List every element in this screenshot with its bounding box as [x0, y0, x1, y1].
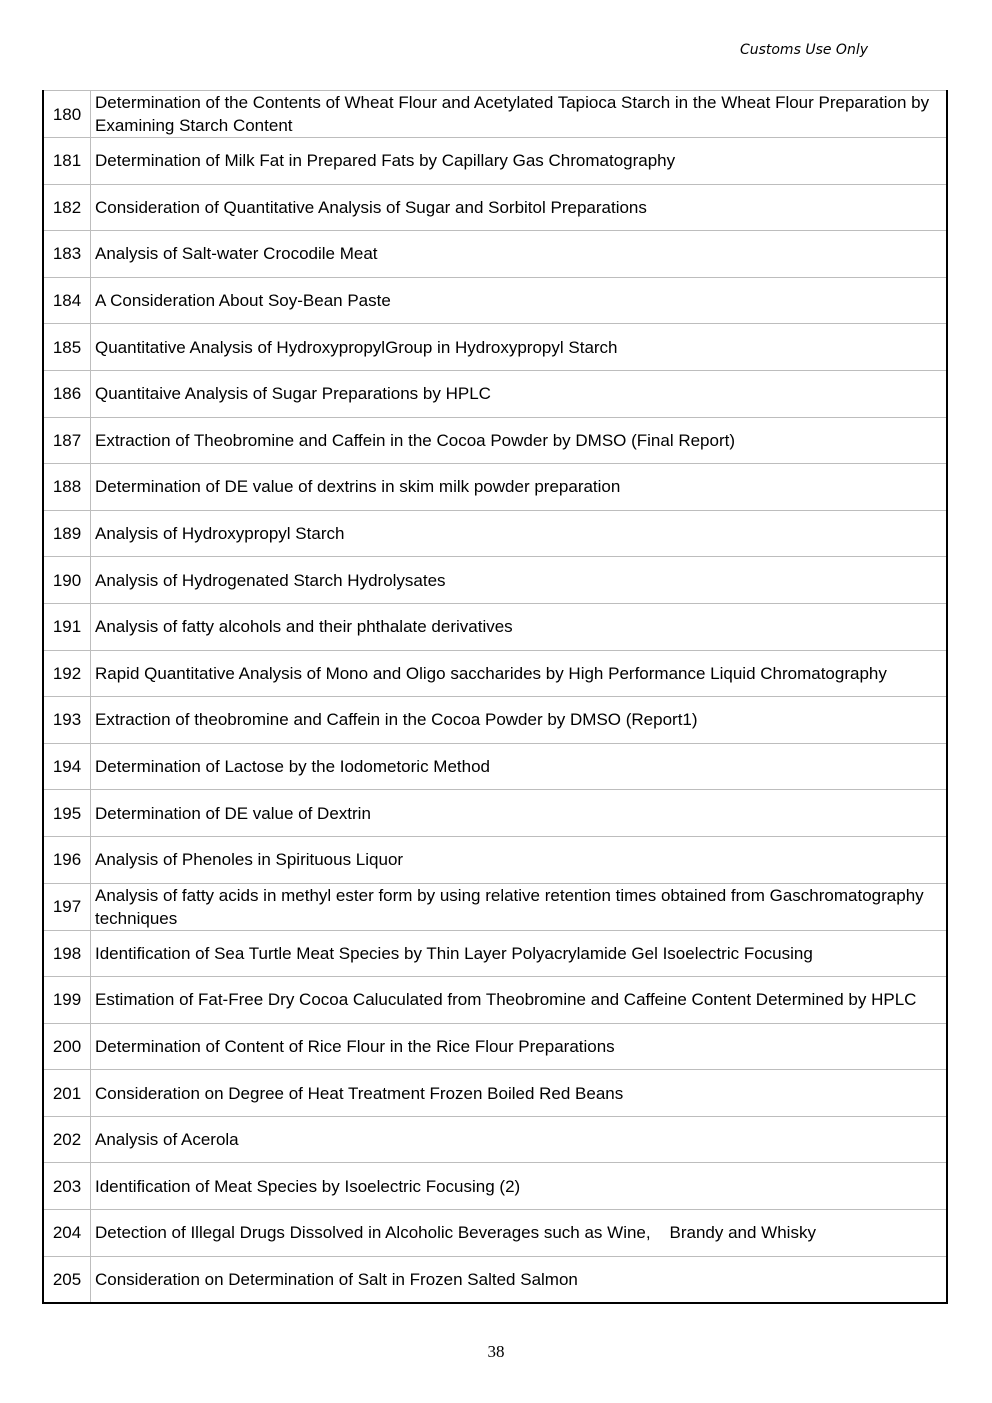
row-number: 185: [43, 324, 91, 371]
table-row: [43, 464, 947, 511]
page-number: 38: [487, 1342, 505, 1361]
row-title: Determination of the Contents of Wheat Flour and Acetylated Tapioca Starch in the Wheat Flour Preparation by Examining Starch Content: [91, 91, 948, 138]
row-number: 200: [43, 1023, 91, 1070]
row-number: 182: [43, 184, 91, 231]
row-title: Determination of Lactose by the Iodometoric Method: [91, 743, 948, 790]
row-number: 199: [43, 977, 91, 1024]
row-title: Estimation of Fat-Free Dry Cocoa Caluculated from Theobromine and Caffeine Content Determined by HPLC: [91, 977, 948, 1024]
row-number: 184: [43, 277, 91, 324]
table-row: [43, 836, 947, 883]
row-title: Analysis of Acerola: [91, 1116, 948, 1163]
row-number: 198: [43, 930, 91, 977]
table-row: [43, 1116, 947, 1163]
table-row: [43, 510, 947, 557]
row-title: Consideration of Quantitative Analysis of Sugar and Sorbitol Preparations: [91, 184, 948, 231]
table-row: [43, 91, 947, 138]
row-title: Analysis of fatty alcohols and their phthalate derivatives: [91, 603, 948, 650]
row-number: 186: [43, 370, 91, 417]
table-row: [43, 650, 947, 697]
row-title: Determination of Milk Fat in Prepared Fats by Capillary Gas Chromatography: [91, 138, 948, 185]
table-row: [43, 743, 947, 790]
row-number: 205: [43, 1256, 91, 1303]
row-number: 188: [43, 464, 91, 511]
table-row: [43, 1256, 947, 1303]
row-title: Extraction of theobromine and Caffein in the Cocoa Powder by DMSO (Report1): [91, 697, 948, 744]
row-title: Identification of Sea Turtle Meat Species by Thin Layer Polyacrylamide Gel Isoelectric Focusing: [91, 930, 948, 977]
row-title: Analysis of Hydrogenated Starch Hydrolysates: [91, 557, 948, 604]
row-title: Determination of Content of Rice Flour in the Rice Flour Preparations: [91, 1023, 948, 1070]
row-number: 190: [43, 557, 91, 604]
row-number: 195: [43, 790, 91, 837]
table-row: [43, 417, 947, 464]
row-title: Extraction of Theobromine and Caffein in the Cocoa Powder by DMSO (Final Report): [91, 417, 948, 464]
table-row: [43, 184, 947, 231]
row-number: 196: [43, 836, 91, 883]
row-title: Detection of Illegal Drugs Dissolved in Alcoholic Beverages such as Wine, Brandy and Whisky: [91, 1210, 948, 1257]
row-number: 191: [43, 603, 91, 650]
table-row: [43, 697, 947, 744]
row-title: Quantitative Analysis of HydroxypropylGroup in Hydroxypropyl Starch: [91, 324, 948, 371]
table-row: [43, 138, 947, 185]
table-row: [43, 790, 947, 837]
table-row: [43, 1163, 947, 1210]
row-title: A Consideration About Soy-Bean Paste: [91, 277, 948, 324]
table-row: [43, 231, 947, 278]
row-number: 204: [43, 1210, 91, 1257]
row-number: 181: [43, 138, 91, 185]
row-number: 193: [43, 697, 91, 744]
report-table-body: [43, 91, 947, 1304]
table-row: [43, 277, 947, 324]
row-title: Consideration on Degree of Heat Treatment Frozen Boiled Red Beans: [91, 1070, 948, 1117]
table-row: [43, 557, 947, 604]
table-row: [43, 883, 947, 930]
row-title: Analysis of Salt-water Crocodile Meat: [91, 231, 948, 278]
row-title: Determination of DE value of dextrins in skim milk powder preparation: [91, 464, 948, 511]
row-title: Analysis of fatty acids in methyl ester form by using relative retention times obtained from Gaschromatography techniques: [91, 883, 948, 930]
table-row: [43, 324, 947, 371]
row-number: 197: [43, 883, 91, 930]
row-title: Quantitaive Analysis of Sugar Preparations by HPLC: [91, 370, 948, 417]
row-title: Analysis of Hydroxypropyl Starch: [91, 510, 948, 557]
row-title: Consideration on Determination of Salt in Frozen Salted Salmon: [91, 1256, 948, 1303]
report-table: [42, 90, 948, 1304]
table-row: [43, 603, 947, 650]
table-row: [43, 1210, 947, 1257]
row-title: Rapid Quantitative Analysis of Mono and Oligo saccharides by High Performance Liquid Chromatography: [91, 650, 948, 697]
table-row: [43, 1070, 947, 1117]
row-number: 203: [43, 1163, 91, 1210]
row-title: Determination of DE value of Dextrin: [91, 790, 948, 837]
row-number: 202: [43, 1116, 91, 1163]
row-number: 187: [43, 417, 91, 464]
row-number: 180: [43, 91, 91, 138]
table-row: [43, 977, 947, 1024]
row-title: Identification of Meat Species by Isoelectric Focusing (2): [91, 1163, 948, 1210]
table-row: [43, 1023, 947, 1070]
header-note: Customs Use Only: [739, 42, 868, 58]
table-row: [43, 930, 947, 977]
row-title: Analysis of Phenoles in Spirituous Liquor: [91, 836, 948, 883]
row-number: 192: [43, 650, 91, 697]
row-number: 201: [43, 1070, 91, 1117]
table-row: [43, 370, 947, 417]
row-number: 189: [43, 510, 91, 557]
row-number: 183: [43, 231, 91, 278]
row-number: 194: [43, 743, 91, 790]
